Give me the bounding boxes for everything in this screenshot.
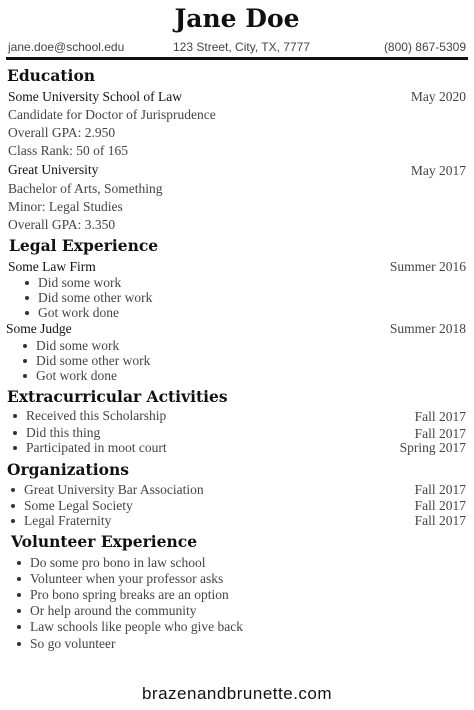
section-heading-organizations: Organizations [7, 460, 129, 479]
volunteer-item: Pro bono spring breaks are an option [30, 587, 229, 602]
footer-brand[interactable]: brazenandbrunette.com [141, 684, 333, 703]
activity-date: Fall 2017 [414, 409, 466, 424]
organization-date: Fall 2017 [414, 498, 466, 513]
education-detail: Minor: Legal Studies [8, 199, 123, 214]
job-title: Some Judge [6, 321, 72, 336]
activity-item: Received this Scholarship [26, 408, 167, 423]
job-title: Some Law Firm [8, 259, 96, 274]
volunteer-item: Or help around the community [30, 603, 197, 618]
job-bullet: Did some other work [36, 353, 151, 368]
job-date: Summer 2018 [389, 321, 466, 336]
volunteer-item: Do some pro bono in law school [30, 555, 206, 570]
activity-date: Fall 2017 [414, 426, 466, 441]
education-school: Some University School of Law [8, 89, 182, 104]
organization-item: Great University Bar Association [24, 482, 204, 497]
organization-item: Legal Fraternity [24, 513, 112, 528]
volunteer-item: Law schools like people who give back [30, 619, 243, 634]
contact-line [8, 40, 466, 56]
volunteer-item: So go volunteer [30, 636, 116, 651]
organization-date: Fall 2017 [414, 513, 466, 528]
education-detail: Overall GPA: 3.350 [8, 217, 116, 232]
organization-date: Fall 2017 [414, 482, 466, 497]
section-heading-extracurricular: Extracurricular Activities [7, 387, 228, 406]
education-school: Great University [8, 162, 99, 177]
job-bullet: Did some work [36, 338, 120, 353]
job-bullet: Did some other work [38, 290, 153, 305]
contact-email[interactable]: jane.doe@school.edu [8, 40, 125, 54]
education-detail: Candidate for Doctor of Jurisprudence [8, 107, 216, 122]
education-date: May 2020 [410, 89, 466, 104]
activity-item: Participated in moot court [26, 440, 167, 455]
header-divider [6, 57, 468, 60]
job-bullet: Got work done [36, 368, 117, 383]
resume-name: Jane Doe [174, 4, 300, 33]
job-date: Summer 2016 [389, 259, 466, 274]
education-date: May 2017 [410, 163, 466, 178]
job-bullet: Did some work [38, 275, 122, 290]
activity-date: Spring 2017 [399, 440, 466, 455]
job-bullet: Got work done [38, 305, 119, 320]
section-heading-volunteer: Volunteer Experience [11, 532, 198, 551]
contact-address: 123 Street, City, TX, 7777 [173, 40, 310, 54]
education-detail: Bachelor of Arts, Something [8, 181, 163, 196]
section-heading-legal-experience: Legal Experience [9, 236, 159, 255]
contact-phone: (800) 867-5309 [383, 40, 466, 54]
section-heading-education: Education [7, 66, 96, 85]
volunteer-item: Volunteer when your professor asks [30, 571, 224, 586]
education-detail: Overall GPA: 2.950 [8, 125, 116, 140]
education-detail: Class Rank: 50 of 165 [8, 143, 128, 158]
organization-item: Some Legal Society [24, 498, 133, 513]
activity-item: Did this thing [26, 425, 101, 440]
